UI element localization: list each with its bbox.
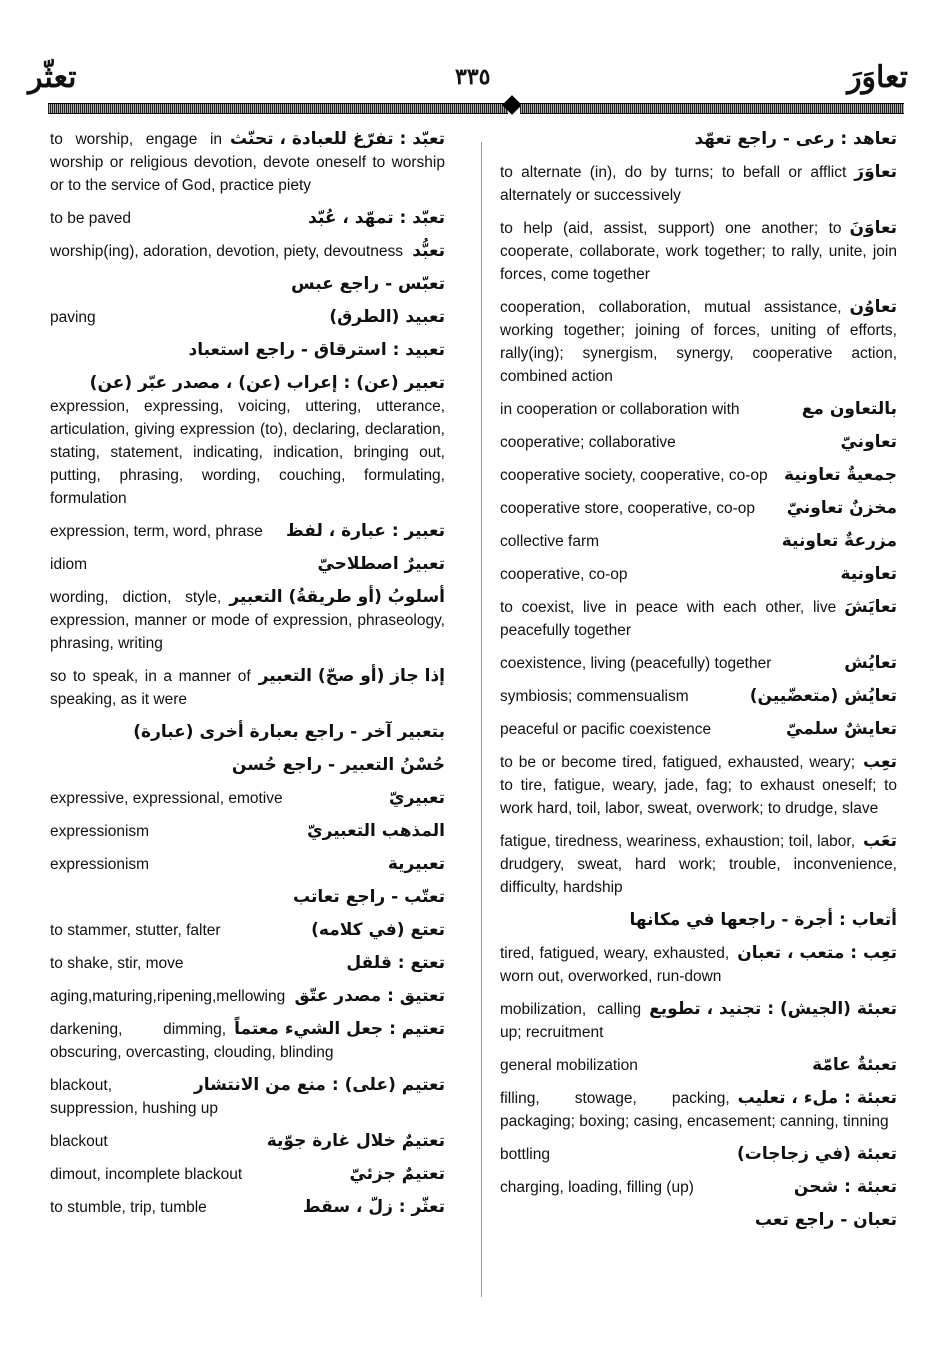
entry-english-definition: dimout, incomplete blackout bbox=[50, 1166, 243, 1183]
entry-english-definition: blackout bbox=[50, 1133, 108, 1150]
entry-english-definition: to stammer, stutter, falter bbox=[50, 922, 221, 939]
dictionary-entry bbox=[500, 128, 897, 151]
dictionary-entry bbox=[50, 952, 445, 975]
entry-arabic-headword: تعبئة : ملء ، تعليب bbox=[737, 1088, 897, 1108]
dictionary-entry bbox=[50, 1196, 445, 1219]
entry-english-definition: general mobilization bbox=[500, 1057, 638, 1074]
entry-arabic-headword: إذا جاز (أو صحّ) التعبير bbox=[258, 666, 445, 686]
entry-arabic-headword: تعتيمٌ خلال غارة جوّية bbox=[266, 1131, 445, 1151]
entry-arabic-headword: تعبئةٌ عامّة bbox=[812, 1055, 897, 1075]
entry-arabic-headword: تعبّس - راجع عبس bbox=[291, 274, 445, 294]
entry-arabic-headword: تعايشٌ سلميّ bbox=[786, 719, 897, 739]
entry-english-definition: idiom bbox=[50, 556, 88, 573]
entry-arabic-headword: تعتّب - راجع تعاتب bbox=[293, 887, 445, 907]
entry-arabic-headword: تعاوَرَ bbox=[854, 162, 897, 182]
dictionary-entry bbox=[50, 240, 445, 263]
dictionary-entry bbox=[50, 553, 445, 576]
entry-arabic-headword: تعاونية bbox=[840, 564, 897, 584]
dictionary-entry bbox=[50, 665, 445, 711]
dictionary-entry bbox=[500, 751, 897, 820]
entry-arabic-headword: تعبيرٌ اصطلاحيّ bbox=[317, 554, 445, 574]
header-rule-left bbox=[48, 103, 508, 114]
entry-english-definition: to be paved bbox=[50, 210, 132, 227]
dictionary-entry bbox=[500, 942, 897, 988]
entry-english-definition: to be or become tired, fatigued, exhausted, weary; to tire, fatigue, weary, jade, fag; to exhaust oneself; to work hard, toil, labor, sweat, overwork; to drudge, slave bbox=[500, 754, 897, 817]
entry-arabic-headword: بتعبير آخر - راجع بعبارة أخرى (عبارة) bbox=[133, 722, 445, 742]
entry-english-definition: expression, expressing, voicing, uttering, utterance, articulation, giving expression (to), declaring, declaration, stating, statement, indicating, indication, bringing out, putting, phrasing, wording, couching, formulating, formulation bbox=[50, 398, 445, 507]
dictionary-entry bbox=[500, 217, 897, 286]
entry-english-definition: paving bbox=[50, 309, 96, 326]
entry-arabic-headword: جمعيةٌ تعاونية bbox=[784, 465, 897, 485]
entry-english-definition: mobilization, calling up; recruitment bbox=[500, 1001, 642, 1041]
entry-arabic-headword: تعبير (عن) : إعراب (عن) ، مصدر عبّر (عن) bbox=[89, 373, 445, 393]
dictionary-entry bbox=[50, 520, 445, 543]
entry-arabic-headword: تعبيد (الطرق) bbox=[329, 307, 445, 327]
header-rule-right bbox=[520, 103, 904, 114]
entry-arabic-headword: تعبئة (الجيش) : تجنيد ، تطويع bbox=[649, 999, 897, 1019]
entry-english-definition: to alternate (in), do by turns; to befall or afflict alternately or successively bbox=[500, 164, 847, 204]
header-left-word: تعثّر bbox=[28, 60, 77, 95]
entry-arabic-headword: تعَب bbox=[863, 831, 897, 851]
entry-english-definition: fatigue, tiredness, weariness, exhaustion; toil, labor, drudgery, sweat, hard work; trouble, inconvenience, difficulty, hardship bbox=[500, 833, 897, 896]
entry-arabic-headword: أتعاب : أجرة - راجعها في مكانها bbox=[629, 910, 897, 930]
entry-arabic-headword: تعبيريّ bbox=[388, 788, 445, 808]
dictionary-entry bbox=[500, 718, 897, 741]
entry-arabic-headword: تعاهد : رعى - راجع تعهّد bbox=[694, 129, 897, 149]
dictionary-entry bbox=[50, 586, 445, 655]
entry-arabic-headword: بالتعاون مع bbox=[801, 399, 897, 419]
entry-arabic-headword: تعاوُن bbox=[849, 297, 897, 317]
entry-arabic-headword: تعتيم : جعل الشيء معتماً bbox=[234, 1019, 445, 1039]
entry-english-definition: to shake, stir, move bbox=[50, 955, 184, 972]
entry-english-definition: tired, fatigued, weary, exhausted, worn out, overworked, run-down bbox=[500, 945, 730, 985]
entry-english-definition: cooperative store, cooperative, co-op bbox=[500, 500, 756, 517]
entry-english-definition: aging,maturing,ripening,mellowing bbox=[50, 988, 286, 1005]
entry-english-definition: cooperative society, cooperative, co-op bbox=[500, 467, 768, 484]
dictionary-entry bbox=[50, 1130, 445, 1153]
entry-english-definition: charging, loading, filling (up) bbox=[500, 1179, 694, 1196]
dictionary-entry bbox=[500, 830, 897, 899]
dictionary-entry bbox=[500, 1209, 897, 1232]
dictionary-entry bbox=[500, 497, 897, 520]
page-number: ٣٣٥ bbox=[455, 64, 491, 90]
dictionary-entry bbox=[50, 1018, 445, 1064]
entry-english-definition: darkening, dimming, obscuring, overcasting, clouding, blinding bbox=[50, 1021, 334, 1061]
entry-english-definition: symbiosis; commensualism bbox=[500, 688, 689, 705]
dictionary-entry bbox=[50, 372, 445, 510]
entry-english-definition: in cooperation or collaboration with bbox=[500, 401, 740, 418]
dictionary-entry bbox=[50, 1074, 445, 1120]
entry-arabic-headword: تعبان - راجع تعب bbox=[754, 1210, 897, 1230]
header-right-word: تعاوَرَ bbox=[847, 60, 908, 95]
entry-english-definition: worship(ing), adoration, devotion, piety, devoutness bbox=[50, 243, 403, 260]
entry-arabic-headword: تعبئة (في زجاجات) bbox=[736, 1144, 897, 1164]
entry-english-definition: to coexist, live in peace with each other, live peacefully together bbox=[500, 599, 837, 639]
entry-arabic-headword: تعبير : عبارة ، لفظ bbox=[286, 521, 445, 541]
dictionary-entry bbox=[50, 886, 445, 909]
dictionary-entry bbox=[500, 998, 897, 1044]
dictionary-entry bbox=[500, 685, 897, 708]
dictionary-entry bbox=[500, 563, 897, 586]
entry-english-definition: expressive, expressional, emotive bbox=[50, 790, 283, 807]
dictionary-entry bbox=[50, 273, 445, 296]
entry-english-definition: filling, stowage, packing, packaging; boxing; casing, encasement; canning, tinning bbox=[500, 1090, 889, 1130]
entry-english-definition: blackout, suppression, hushing up bbox=[50, 1077, 219, 1117]
dictionary-entry bbox=[500, 1087, 897, 1133]
dictionary-entry bbox=[50, 1163, 445, 1186]
entry-arabic-headword: تعايُش (متعضّيين) bbox=[749, 686, 897, 706]
column-divider bbox=[481, 142, 482, 1297]
entry-english-definition: bottling bbox=[500, 1146, 550, 1163]
dictionary-entry bbox=[500, 1176, 897, 1199]
entry-arabic-headword: تعتع : قلقل bbox=[346, 953, 445, 973]
dictionary-entry bbox=[500, 909, 897, 932]
right-column bbox=[500, 128, 897, 1242]
entry-arabic-headword: تعتيم (على) : منع من الانتشار bbox=[193, 1075, 445, 1095]
dictionary-entry bbox=[50, 128, 445, 197]
entry-english-definition: cooperation, collaboration, mutual assistance, working together; joining of forces, uniting of efforts, rally(ing); synergism, synergy, cooperative action, combined action bbox=[500, 299, 897, 385]
left-column bbox=[50, 128, 445, 1229]
entry-arabic-headword: تعاونيّ bbox=[840, 432, 897, 452]
entry-english-definition: peaceful or pacific coexistence bbox=[500, 721, 712, 738]
entry-arabic-headword: تعبئة : شحن bbox=[793, 1177, 897, 1197]
dictionary-entry bbox=[500, 1143, 897, 1166]
dictionary-entry bbox=[50, 306, 445, 329]
dictionary-entry bbox=[50, 339, 445, 362]
dictionary-entry bbox=[500, 1054, 897, 1077]
entry-arabic-headword: تعتيمٌ جزئيّ bbox=[349, 1164, 445, 1184]
dictionary-entry bbox=[500, 530, 897, 553]
entry-english-definition: cooperative; collaborative bbox=[500, 434, 676, 451]
entry-arabic-headword: المذهب التعبيريّ bbox=[307, 821, 445, 841]
dictionary-entry bbox=[500, 161, 897, 207]
dictionary-entry bbox=[500, 464, 897, 487]
entry-english-definition: to help (aid, assist, support) one another; to cooperate, collaborate, work together; to rally, unite, join forces, come together bbox=[500, 220, 897, 283]
entry-arabic-headword: تعبّد : تمهّد ، عُبّد bbox=[308, 208, 445, 228]
entry-english-definition: wording, diction, style, expression, manner or mode of expression, phraseology, phrasing, writing bbox=[50, 589, 445, 652]
entry-english-definition: to stumble, trip, tumble bbox=[50, 1199, 207, 1216]
entry-english-definition: expressionism bbox=[50, 823, 150, 840]
entry-arabic-headword: أسلوبُ (أو طريقةُ) التعبير bbox=[229, 587, 445, 607]
entry-arabic-headword: تعايَشَ bbox=[844, 597, 897, 617]
entry-arabic-headword: تعتيق : مصدر عتّق bbox=[294, 986, 445, 1006]
dictionary-entry bbox=[50, 820, 445, 843]
dictionary-entry bbox=[50, 985, 445, 1008]
entry-arabic-headword: مخزنٌ تعاونيّ bbox=[786, 498, 897, 518]
entry-arabic-headword: حُسْنُ التعبير - راجع حُسن bbox=[231, 755, 445, 775]
entry-arabic-headword: مزرعةٌ تعاونية bbox=[781, 531, 897, 551]
dictionary-entry bbox=[500, 596, 897, 642]
entry-arabic-headword: تعِب : متعب ، تعبان bbox=[737, 943, 897, 963]
entry-english-definition: coexistence, living (peacefully) together bbox=[500, 655, 772, 672]
dictionary-entry bbox=[50, 754, 445, 777]
entry-english-definition: expression, term, word, phrase bbox=[50, 523, 263, 540]
dictionary-entry bbox=[500, 431, 897, 454]
dictionary-entry bbox=[50, 853, 445, 876]
entry-arabic-headword: تعايُش bbox=[844, 653, 897, 673]
entry-arabic-headword: تعبيرية bbox=[387, 854, 445, 874]
entry-arabic-headword: تعتع (في كلامه) bbox=[311, 920, 445, 940]
entry-arabic-headword: تعاوَنَ bbox=[849, 218, 897, 238]
entry-arabic-headword: تعثّر : زلّ ، سقط bbox=[302, 1197, 445, 1217]
entry-english-definition: so to speak, in a manner of speaking, as it were bbox=[50, 668, 251, 708]
dictionary-entry bbox=[500, 296, 897, 388]
entry-arabic-headword: تعِب bbox=[863, 752, 897, 772]
dictionary-entry bbox=[50, 919, 445, 942]
entry-english-definition: to worship, engage in worship or religious devotion, devote oneself to worship or to the service of God, practice piety bbox=[50, 131, 445, 194]
entry-arabic-headword: تعبّد : تفرّغ للعبادة ، تحنّث bbox=[230, 129, 445, 149]
dictionary-entry bbox=[500, 398, 897, 421]
entry-english-definition: collective farm bbox=[500, 533, 600, 550]
entry-english-definition: expressionism bbox=[50, 856, 150, 873]
dictionary-entry bbox=[50, 207, 445, 230]
dictionary-entry bbox=[50, 721, 445, 744]
entry-arabic-headword: تعبيد : استرقاق - راجع استعباد bbox=[188, 340, 445, 360]
dictionary-entry bbox=[500, 652, 897, 675]
entry-english-definition: cooperative, co-op bbox=[500, 566, 628, 583]
dictionary-entry bbox=[50, 787, 445, 810]
entry-arabic-headword: تعبُّد bbox=[412, 241, 445, 261]
